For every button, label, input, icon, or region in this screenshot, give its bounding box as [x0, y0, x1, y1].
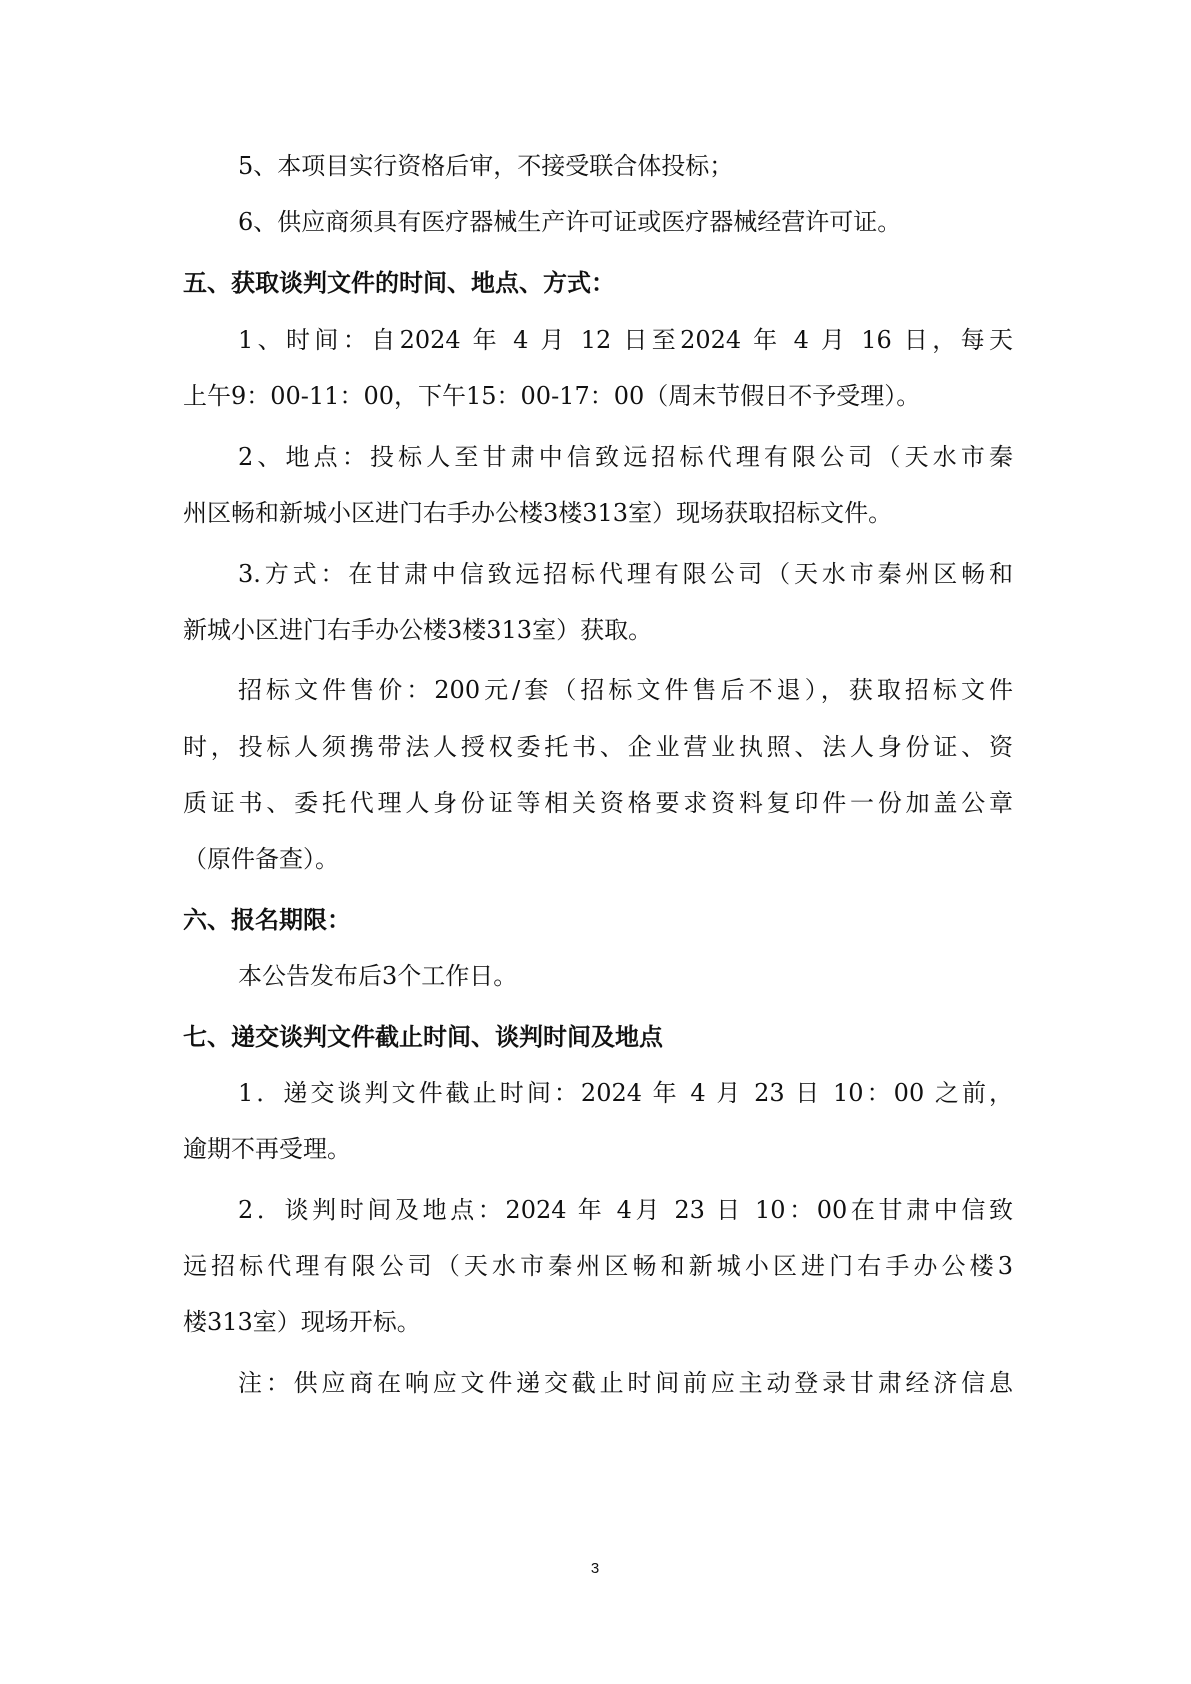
paragraph-line: 时，投标人须携带法人授权委托书、企业营业执照、法人身份证、资 [183, 733, 1013, 761]
paragraph-line: 6、供应商须具有医疗器械生产许可证或医疗器械经营许可证。 [238, 208, 902, 236]
paragraph-line: 上午9：00-11：00，下午15：00-17：00（周末节假日不予受理）。 [183, 382, 921, 410]
paragraph-line: 新城小区进门右手办公楼3楼313室）获取。 [183, 616, 653, 644]
paragraph-line: （原件备查）。 [183, 845, 339, 873]
paragraph-line: 招标文件售价：200元/套（招标文件售后不退），获取招标文件 [238, 676, 1013, 704]
section-heading: 五、获取谈判文件的时间、地点、方式： [183, 269, 615, 297]
paragraph-line: 逾期不再受理。 [183, 1135, 351, 1163]
paragraph-line: 1、时间：自2024 年 4 月 12 日至2024 年 4 月 16 日，每天 [238, 326, 1013, 354]
paragraph-line: 楼313室）现场开标。 [183, 1308, 421, 1336]
paragraph-line: 注：供应商在响应文件递交截止时间前应主动登录甘肃经济信息 [238, 1369, 1013, 1397]
paragraph-line: 1．递交谈判文件截止时间：2024 年 4 月 23 日 10：00 之前， [238, 1079, 1013, 1107]
paragraph-line: 本公告发布后3个工作日。 [238, 962, 518, 990]
page-number: 3 [590, 1560, 600, 1577]
paragraph-line: 2、地点：投标人至甘肃中信致远招标代理有限公司（天水市秦 [238, 443, 1013, 471]
paragraph-line: 5、本项目实行资格后审，不接受联合体投标； [238, 152, 734, 180]
section-heading: 七、递交谈判文件截止时间、谈判时间及地点 [183, 1023, 663, 1051]
paragraph-line: 2．谈判时间及地点：2024 年 4月 23 日 10：00在甘肃中信致 [238, 1196, 1013, 1224]
section-heading: 六、报名期限： [183, 906, 351, 934]
paragraph-line: 质证书、委托代理人身份证等相关资格要求资料复印件一份加盖公章 [183, 789, 1013, 817]
paragraph-line: 远招标代理有限公司（天水市秦州区畅和新城小区进门右手办公楼3 [183, 1252, 1013, 1280]
paragraph-line: 州区畅和新城小区进门右手办公楼3楼313室）现场获取招标文件。 [183, 499, 893, 527]
paragraph-line: 3.方式：在甘肃中信致远招标代理有限公司（天水市秦州区畅和 [238, 560, 1013, 588]
